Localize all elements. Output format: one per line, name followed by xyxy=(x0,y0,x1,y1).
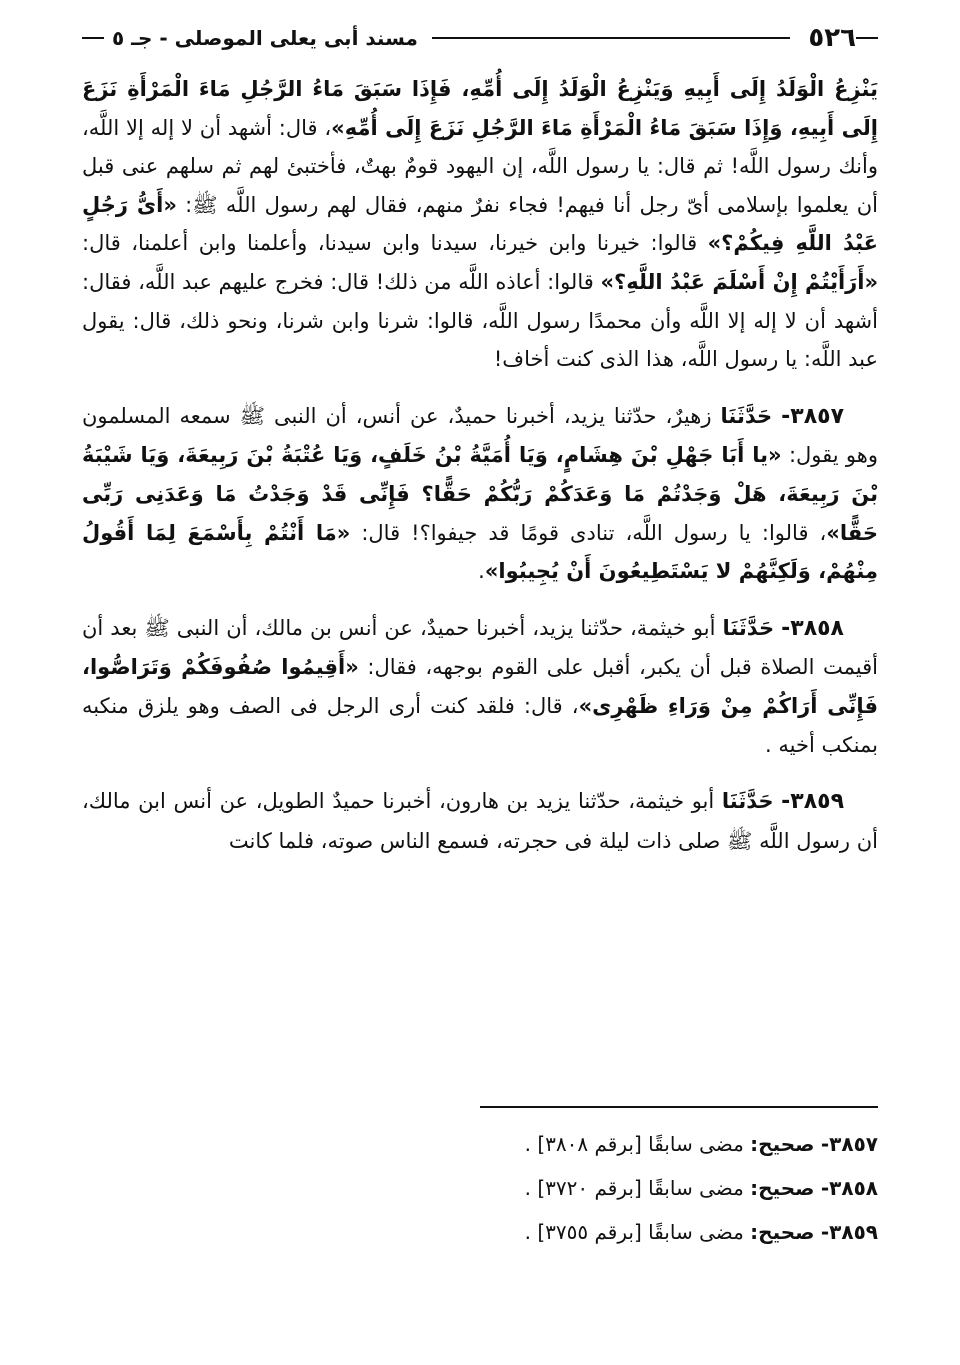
footnotes xyxy=(82,1122,878,1254)
footnote-number: ٣٨٥٧- xyxy=(820,1132,878,1156)
text-segment: ، قالوا: يا رسول اللَّه، تنادى قومًا قد جيفوا؟! قال: xyxy=(350,520,827,545)
main-text xyxy=(82,70,878,878)
footnote-text: مضى سابقًا [برقم ٣٧٥٥] . xyxy=(524,1220,751,1244)
hadith-3857 xyxy=(82,397,878,591)
footnote-item xyxy=(82,1166,878,1210)
haddathana: حَدَّثَنَا xyxy=(722,615,775,640)
hadith-number: ٣٨٥٩- xyxy=(781,789,844,815)
footnote-item xyxy=(82,1122,878,1166)
footnote-text: مضى سابقًا [برقم ٣٨٠٨] . xyxy=(524,1132,751,1156)
header-dash-end xyxy=(82,37,104,39)
footnote-grade: صحيح: xyxy=(750,1220,815,1244)
text-segment: قالوا: أعاذه اللَّه من ذلك! قال: فخرج عليهم عبد اللَّه، فقال: أشهد أن لا إله إلا اللَّه وأن محمدًا رسول اللَّه، قالوا: شرنا وابن شرنا، ونحو ذلك، قال: يقول عبد اللَّه: يا رسول اللَّه، هذا الذى كنت أخاف! xyxy=(82,269,878,372)
hadith-3859 xyxy=(82,782,878,860)
haddathana: حَدَّثَنَا xyxy=(720,403,773,428)
text-segment: ، قال: فلقد كنت أرى الرجل فى الصف وهو يلزق منكبه بمنكب أخيه . xyxy=(82,693,878,757)
text-segment: زهيرٌ، حدّثنا يزيد، أخبرنا حميدٌ، عن أنس، أن النبى ﷺ سمعه المسلمون وهو يقول: xyxy=(82,403,878,468)
hadith-number: ٣٨٥٨- xyxy=(781,615,844,641)
header-dash xyxy=(856,37,878,39)
text-segment: قالوا: خيرنا وابن خيرنا، سيدنا وابن سيدنا، وأعلمنا وابن أعلمنا، قال: xyxy=(82,231,708,256)
quote-segment: «أَىُّ رَجُلٍ عَبْدُ اللَّهِ فِيكُمْ؟» xyxy=(82,192,879,256)
header-rule xyxy=(432,37,791,39)
haddathana: حَدَّثَنَا xyxy=(721,789,774,814)
text-segment: . xyxy=(478,559,485,584)
text-segment: أبو خيثمة، حدّثنا يزيد، أخبرنا حميدٌ، عن أنس بن مالك، أن النبى ﷺ بعد أن أقيمت الصلاة قبل أن يكبر، أقبل على القوم بوجهه، فقال: xyxy=(82,615,878,680)
running-title: مسند أبى يعلى الموصلى - جـ ٥ xyxy=(112,26,418,50)
footnote-text: مضى سابقًا [برقم ٣٧٢٠] . xyxy=(524,1176,751,1200)
footnote-number: ٣٨٥٩- xyxy=(820,1220,878,1244)
hadith-3858 xyxy=(82,609,878,764)
quote-segment: «يا أَبَا جَهْلِ بْنَ هِشَامٍ، وَيَا أُمَيَّةُ بْنُ خَلَفٍ، وَيَا عُتْبَةُ بْنَ رَبِيعَةَ، وَيَا شَيْبَةُ بْنَ رَبِيعَةَ، هَلْ وَجَدْتُمْ مَا وَعَدَكُمْ رَبُّكُمْ حَقًّا؟ فَإِنِّى قَدْ وَجَدْتُ مَا وَعَدَنِى رَبِّى حَقًّا» xyxy=(82,443,878,545)
quote-segment: «أَرَأَيْتُمْ إِنْ أَسْلَمَ عَبْدُ اللَّهِ؟» xyxy=(600,269,879,294)
paragraph-continuation xyxy=(82,70,878,379)
footnote-grade: صحيح: xyxy=(750,1132,815,1156)
footnote-number: ٣٨٥٨- xyxy=(820,1176,878,1200)
footnote-grade: صحيح: xyxy=(750,1176,815,1200)
quote-segment: «مَا أَنْتُمْ بِأَسْمَعَ لِمَا أَقُولُ مِنْهُمْ، وَلَكِنَّهُمْ لا يَسْتَطِيعُونَ أَنْ يُجِيبُوا» xyxy=(82,520,878,584)
text-segment: ، قال: أشهد أن لا إله إلا اللَّه، وأنك رسول اللَّه! ثم قال: يا رسول اللَّه، إن اليهود قومٌ بهتٌ، فأختبئ لهم ثم سلهم عنى قبل أن يعلموا بإسلامى أىّ رجل أنا فيهم! فجاء نفرٌ منهم، فقال لهم رسول اللَّه ﷺ: xyxy=(82,115,878,217)
page-number: ٥٢٦ xyxy=(808,23,856,53)
text-segment: يَنْزِعُ الْوَلَدُ إِلَى أَبِيهِ وَيَنْزِعُ الْوَلَدُ إِلَى أُمِّهِ، فَإِذَا سَبَقَ مَاءُ الرَّجُلِ مَاءَ الْمَرْأَةِ نَزَعَ إِلَى أَبِيهِ، وَإِذَا سَبَقَ مَاءُ الْمَرْأَةِ مَاءَ الرَّجُلِ نَزَعَ إِلَى أُمِّهِ» xyxy=(82,77,879,140)
footnote-separator xyxy=(480,1106,878,1108)
running-header xyxy=(82,18,878,58)
quote-segment: «أَقِيمُوا صُفُوفَكُمْ وَتَرَاصُّوا، فَإِنِّى أَرَاكُمْ مِنْ وَرَاءِ ظَهْرِى» xyxy=(82,655,878,718)
text-segment: أبو خيثمة، حدّثنا يزيد بن هارون، أخبرنا حميدٌ الطويل، عن أنس ابن مالك، أن رسول اللَّه ﷺ صلى ذات ليلة فى حجرته، فسمع الناس صوته، فلما كانت xyxy=(82,789,878,853)
footnote-item xyxy=(82,1210,878,1254)
hadith-number: ٣٨٥٧- xyxy=(781,403,844,429)
